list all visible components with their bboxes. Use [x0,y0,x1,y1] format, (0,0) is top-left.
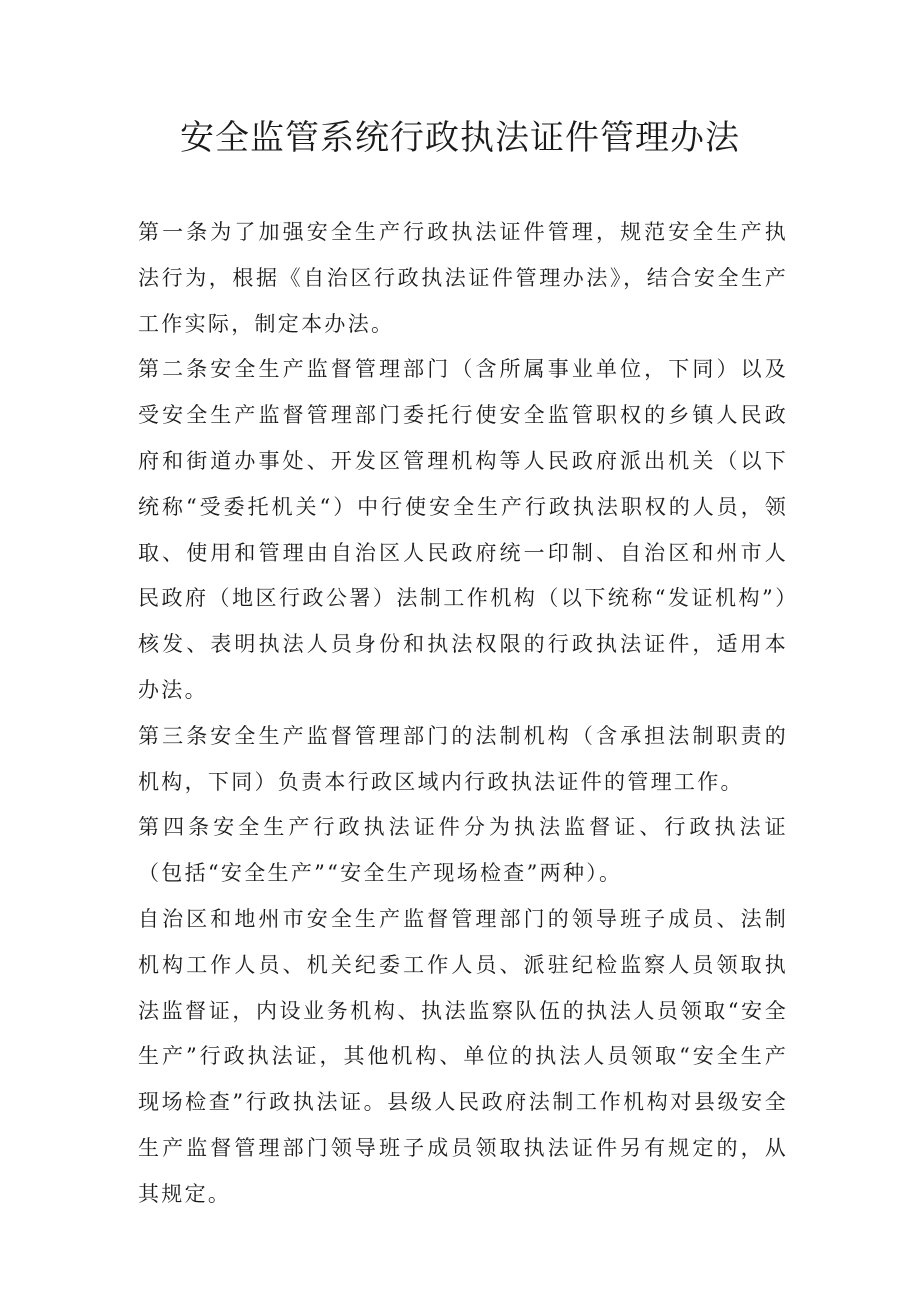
document-body [138,210,788,1218]
article-3-paragraph: 第三条安全生产监督管理部门的法制机构（含承担法制职责的机构，下同）负责本行政区域内行政执法证件的管理工作。 [138,723,788,794]
article-4-paragraph: 第四条安全生产行政执法证件分为执法监督证、行政执法证（包括“安全生产”“安全生产现场检查”两种）。 [138,815,788,886]
document-title: 安全监管系统行政执法证件管理办法 [180,118,740,158]
article-4-detail-paragraph: 自治区和地州市安全生产监督管理部门的领导班子成员、法制机构工作人员、机关纪委工作人员、派驻纪检监察人员领取执法监督证，内设业务机构、执法监察队伍的执法人员领取“安全生产”行政执法证，其他机构、单位的执法人员领取“安全生产现场检查”行政执法证。县级人民政府法制工作机构对县级安全生产监督管理部门领导班子成员领取执法证件另有规定的，从其规定。 [138,906,788,1206]
article-2-paragraph: 第二条安全生产监督管理部门（含所属事业单位，下同）以及受安全生产监督管理部门委托行使安全监管职权的乡镇人民政府和街道办事处、开发区管理机构等人民政府派出机关（以下统称“受委托机关“）中行使安全生产行政执法职权的人员，领取、使用和管理由自治区人民政府统一印制、自治区和州市人民政府（地区行政公署）法制工作机构（以下统称“发证机构”）核发、表明执法人员身份和执法权限的行政执法证件，适用本办法。 [138,357,788,702]
article-1-paragraph: 第一条为了加强安全生产行政执法证件管理，规范安全生产执法行为，根据《自治区行政执法证件管理办法》，结合安全生产工作实际，制定本办法。 [138,220,788,336]
